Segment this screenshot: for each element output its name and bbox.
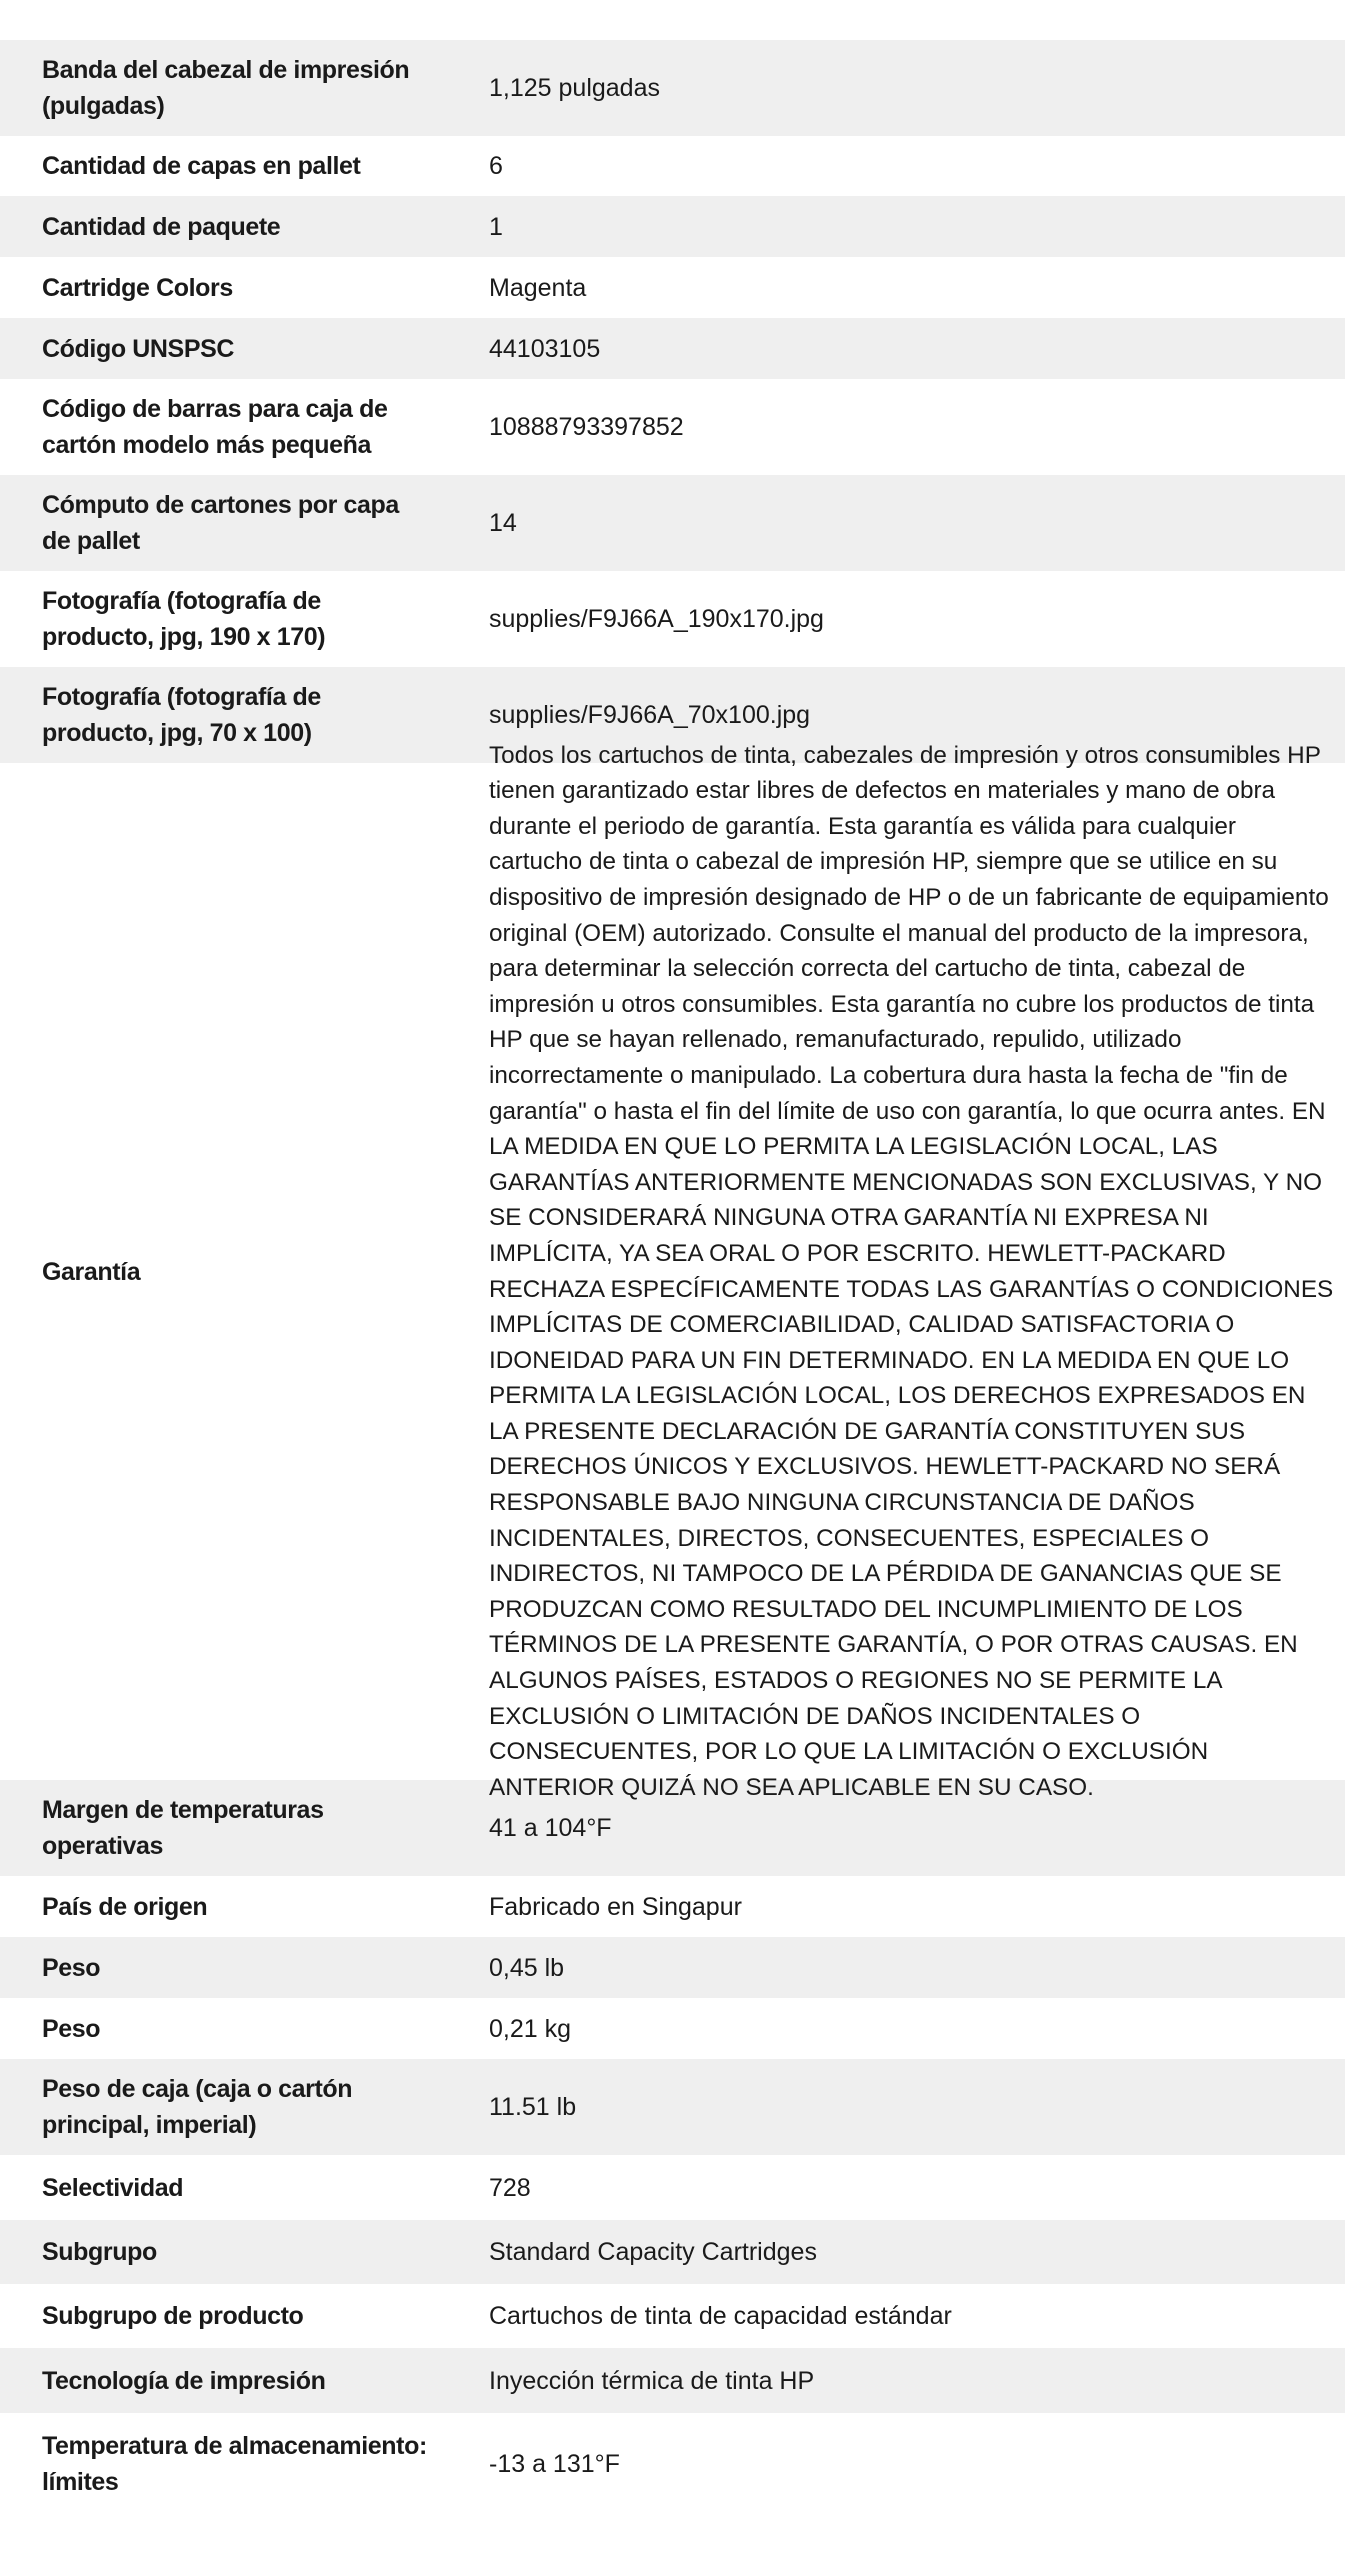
spec-value: 11.51 lb (489, 2093, 577, 2121)
spec-value: 0,45 lb (489, 1953, 565, 1982)
spec-value: supplies/F9J66A_70x100.jpg (489, 701, 811, 729)
spec-row (0, 1937, 1345, 1998)
spec-label: Tecnología de impresión (42, 2366, 326, 2395)
spec-row (0, 40, 1345, 136)
spec-value: Standard Capacity Cartridges (489, 2238, 817, 2266)
spec-value: -13 a 131°F (489, 2450, 620, 2478)
spec-value: Fabricado en Singapur (489, 1892, 742, 1921)
spec-label: País de origen (42, 1892, 208, 1921)
spec-value: Inyección térmica de tinta HP (489, 2366, 815, 2395)
spec-row (0, 136, 1345, 196)
spec-label: Subgrupo (42, 2238, 157, 2266)
spec-value: Cartuchos de tinta de capacidad estándar (489, 2302, 952, 2330)
spec-value: 14 (489, 509, 517, 537)
spec-row (0, 2155, 1345, 2220)
spec-value: supplies/F9J66A_190x170.jpg (489, 605, 824, 633)
spec-label: Código UNSPSC (42, 334, 235, 363)
spec-row (0, 196, 1345, 257)
spec-value: 1 (489, 212, 503, 241)
spec-label: Peso (42, 2014, 101, 2043)
spec-label: Selectividad (42, 2173, 184, 2202)
spec-row (0, 2413, 1345, 2515)
spec-row (0, 475, 1345, 571)
spec-label: Cantidad de paquete (42, 212, 281, 241)
spec-row (0, 1998, 1345, 2059)
spec-label: Cartridge Colors (42, 273, 233, 302)
spec-value: 0,21 kg (489, 2014, 572, 2043)
spec-label: Peso de caja (caja o cartón principal, imperial) (42, 2075, 353, 2139)
spec-label: Código de barras para caja de cartón modelo más pequeña (42, 395, 388, 459)
spec-label: Peso (42, 1953, 101, 1982)
spec-value: 728 (489, 2173, 531, 2202)
spec-label: Margen de temperaturas operativas (42, 1796, 324, 1860)
spec-row (0, 379, 1345, 475)
spec-label: Fotografía (fotografía de producto, jpg, 70 x 100) (42, 683, 321, 747)
spec-label: Garantía (42, 1257, 141, 1286)
spec-value: Magenta (489, 273, 587, 302)
spec-table (0, 40, 1345, 2515)
spec-value: 44103105 (489, 334, 601, 363)
spec-row (0, 318, 1345, 379)
spec-row (0, 1876, 1345, 1937)
spec-value: 10888793397852 (489, 413, 684, 441)
spec-row (0, 2284, 1345, 2348)
spec-row (0, 741, 1345, 1801)
spec-row (0, 2348, 1345, 2413)
spec-row (0, 257, 1345, 318)
spec-row (0, 2220, 1345, 2284)
spec-label: Fotografía (fotografía de producto, jpg, 190 x 170) (42, 587, 326, 651)
spec-label: Subgrupo de producto (42, 2302, 304, 2330)
spec-label: Banda del cabezal de impresión (pulgadas) (42, 56, 410, 120)
spec-row (0, 2059, 1345, 2155)
spec-value: Todos los cartuchos de tinta, cabezales de impresión y otros consumibles HP tienen garantizado estar libres de defectos en materiales y mano de obra durante el periodo de garantía. Esta garantía es válida para cualquier cartucho de tinta o cabezal de impresión HP, siempre que se utilice en su dispositivo de impresión designado de HP o de un fabricante de equipamiento original (OEM) autorizado. Consulte el manual del producto de la impresora, para determinar la selección correcta del cartucho de tinta, cabezal de impresión u otros consumibles. Esta garantía no cubre los productos de tinta HP que se hayan rellenado, remanufacturado, repulido, utilizado incorrectamente o manipulado. La cobertura dura hasta la fecha de "fin de garantía" o hasta el fin del límite de uso con garantía, lo que ocurra antes. EN LA MEDIDA EN QUE LO PERMITA LA LEGISLACIÓN LOCAL, LAS GARANTÍAS ANTERIORMENTE MENCIONADAS SON EXCLUSIVAS, Y NO SE CONSIDERARÁ NINGUNA OTRA GARANTÍA NI EXPRESA NI IMPLÍCITA, YA SEA ORAL O POR ESCRITO. HEWLETT-PACKARD RECHAZA ESPECÍFICAMENTE TODAS LAS GARANTÍAS O CONDICIONES IMPLÍCITAS DE COMERCIABILIDAD, CALIDAD SATISFACTORIA O IDONEIDAD PARA UN FIN DETERMINADO. EN LA MEDIDA EN QUE LO PERMITA LA LEGISLACIÓN LOCAL, LOS DERECHOS EXPRESADOS EN LA PRESENTE DECLARACIÓN DE GARANTÍA CONSTITUYEN SUS DERECHOS ÚNICOS Y EXCLUSIVOS. HEWLETT-PACKARD NO SERÁ RESPONSABLE BAJO NINGUNA CIRCUNSTANCIA DE DAÑOS INCIDENTALES, DIRECTOS, CONSECUENTES, ESPECIALES O INDIRECTOS, NI TAMPOCO DE LA PÉRDIDA DE GANANCIAS QUE SE PRODUZCAN COMO RESULTADO DEL INCUMPLIMIENTO DE LOS TÉRMINOS DE LA PRESENTE GARANTÍA, O POR OTRAS CAUSAS. EN ALGUNOS PAÍSES, ESTADOS O REGIONES NO SE PERMITE LA EXCLUSIÓN O LIMITACIÓN DE DAÑOS INCIDENTALES O CONSECUENTES, POR LO QUE LA LIMITACIÓN O EXCLUSIÓN ANTERIOR QUIZÁ NO SEA APLICABLE EN SU CASO. (489, 741, 1334, 1801)
spec-value: 6 (489, 152, 503, 180)
spec-label: Temperatura de almacenamiento: límites (42, 2432, 427, 2496)
spec-value: 41 a 104°F (489, 1814, 612, 1842)
spec-label: Cómputo de cartones por capa de pallet (42, 491, 399, 555)
spec-label: Cantidad de capas en pallet (42, 152, 361, 180)
spec-value: 1,125 pulgadas (489, 74, 660, 102)
spec-row (0, 571, 1345, 667)
